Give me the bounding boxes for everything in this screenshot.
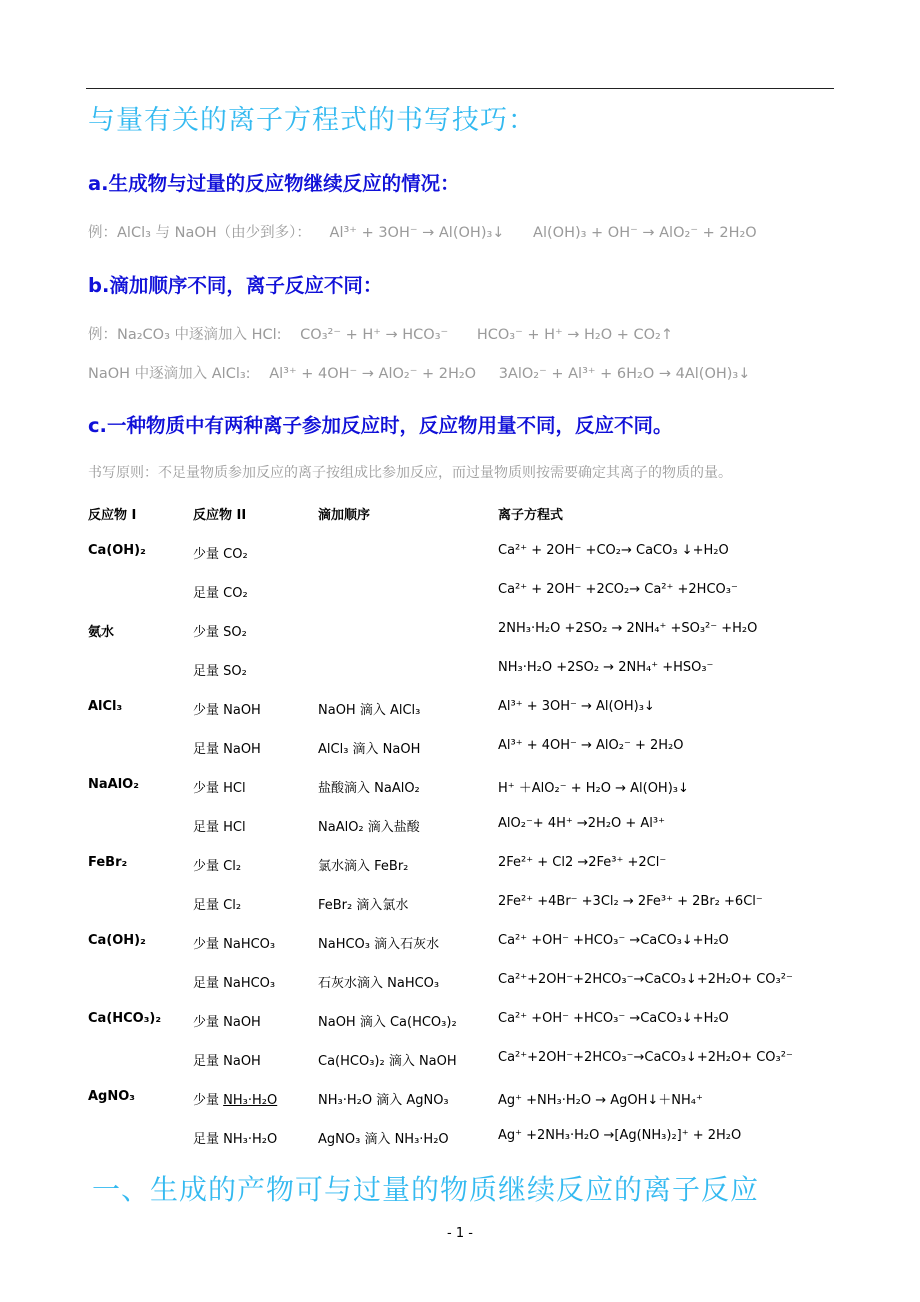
table-row (0, 972, 920, 992)
ionic-equation: Ca²⁺+2OH⁻+2HCO₃⁻→CaCO₃↓+2H₂O+ CO₃²⁻ (498, 972, 793, 987)
reactant-2: 足量 NaOH (193, 1054, 261, 1069)
addition-order: 氯水滴入 FeBr₂ (318, 859, 409, 874)
table-header-reactant-1: 反应物 I (88, 508, 137, 523)
section-b-example-2 (88, 362, 750, 383)
table-row (0, 1050, 920, 1070)
ionic-equation: Ca²⁺ + 2OH⁻ +2CO₂→ Ca²⁺ +2HCO₃⁻ (498, 582, 738, 597)
ionic-equation: Al³⁺ + 4OH⁻ → AlO₂⁻ + 2H₂O (498, 738, 684, 753)
table-header-equation: 离子方程式 (498, 508, 564, 523)
addition-order: NaAlO₂ 滴入盐酸 (318, 820, 420, 835)
reactant-2: 少量 NaOH (193, 703, 261, 718)
table-row (0, 543, 920, 563)
section-heading-1: 一、生成的产物可与过量的物质继续反应的离子反应 (92, 1173, 760, 1206)
table-row (0, 1011, 920, 1031)
reactant-2: 少量 HCl (193, 781, 246, 796)
equation: Al(OH)₃ + OH⁻ → AlO₂⁻ + 2H₂O (533, 225, 757, 241)
ionic-equation: H⁺ ＋AlO₂⁻ + H₂O → Al(OH)₃↓ (498, 781, 689, 796)
table-row (0, 816, 920, 836)
reactant-2: 足量 Cl₂ (193, 898, 242, 913)
ionic-equation: AlO₂⁻+ 4H⁺ →2H₂O + Al³⁺ (498, 816, 665, 831)
table-row (0, 699, 920, 719)
ionic-equation: Ca²⁺ +OH⁻ +HCO₃⁻ →CaCO₃↓+H₂O (498, 933, 729, 948)
reactant-1: Ca(HCO₃)₂ (88, 1011, 162, 1026)
ionic-equation: Al³⁺ + 3OH⁻ → Al(OH)₃↓ (498, 699, 655, 714)
top-rule (86, 88, 834, 89)
reactant-2: 少量 NaHCO₃ (193, 937, 276, 952)
section-b-heading: b.滴加顺序不同，离子反应不同： (88, 274, 383, 297)
ionic-equation: Ca²⁺+2OH⁻+2HCO₃⁻→CaCO₃↓+2H₂O+ CO₃²⁻ (498, 1050, 793, 1065)
table-row (0, 933, 920, 953)
addition-order: NaOH 滴入 Ca(HCO₃)₂ (318, 1015, 457, 1030)
reactant-1: FeBr₂ (88, 855, 128, 870)
page-number: - 1 - (447, 1226, 473, 1241)
reactant-1: AgNO₃ (88, 1089, 135, 1104)
ionic-equation: 2Fe²⁺ + Cl2 →2Fe³⁺ +2Cl⁻ (498, 855, 667, 870)
reactant-1: NaAlO₂ (88, 777, 139, 792)
reactant-1: Ca(OH)₂ (88, 933, 146, 948)
reactant-2: 足量 SO₂ (193, 664, 247, 679)
table-row (0, 660, 920, 680)
addition-order: AgNO₃ 滴入 NH₃·H₂O (318, 1132, 449, 1147)
reactant-2: 足量 NH₃·H₂O (193, 1132, 278, 1147)
table-row (0, 738, 920, 758)
addition-order: 石灰水滴入 NaHCO₃ (318, 976, 440, 991)
table-row (0, 1089, 920, 1109)
addition-order: AlCl₃ 滴入 NaOH (318, 742, 421, 757)
table-row (0, 894, 920, 914)
reactant-2-prefix: 少量 (193, 1093, 224, 1108)
reactant-2: 少量 Cl₂ (193, 859, 242, 874)
example-intro: 例：Na₂CO₃ 中逐滴加入 HCl: (88, 327, 282, 343)
example-intro: NaOH 中逐滴加入 AlCl₃: (88, 366, 251, 382)
ionic-equation: 2Fe²⁺ +4Br⁻ +3Cl₂ → 2Fe³⁺ + 2Br₂ +6Cl⁻ (498, 894, 763, 909)
addition-order: NaHCO₃ 滴入石灰水 (318, 937, 440, 952)
equation: CO₃²⁻ + H⁺ → HCO₃⁻ (300, 327, 449, 343)
ionic-equation: NH₃·H₂O +2SO₂ → 2NH₄⁺ +HSO₃⁻ (498, 660, 714, 675)
reactant-2: 少量 NaOH (193, 1015, 261, 1030)
addition-order: FeBr₂ 滴入氯水 (318, 898, 409, 913)
page-title: 与量有关的离子方程式的书写技巧： (88, 105, 536, 136)
ionic-equation: 2NH₃·H₂O +2SO₂ → 2NH₄⁺ +SO₃²⁻ +H₂O (498, 621, 758, 636)
ionic-equation: Ca²⁺ +OH⁻ +HCO₃⁻ →CaCO₃↓+H₂O (498, 1011, 729, 1026)
addition-order: NaOH 滴入 AlCl₃ (318, 703, 421, 718)
equation: 3AlO₂⁻ + Al³⁺ + 6H₂O → 4Al(OH)₃↓ (498, 366, 751, 382)
reactant-2: 足量 HCl (193, 820, 246, 835)
table-row (0, 855, 920, 875)
section-c-heading: c.一种物质中有两种离子参加反应时，反应物用量不同，反应不同。 (88, 414, 673, 437)
example-intro: 例：AlCl₃ 与 NaOH（由少到多）： (88, 225, 311, 241)
section-a-heading: a.生成物与过量的反应物继续反应的情况： (88, 172, 460, 195)
addition-order: 盐酸滴入 NaAlO₂ (318, 781, 420, 796)
table-row (0, 621, 920, 641)
reactant-1: 氨水 (88, 625, 115, 640)
reactant-2: 少量 CO₂ (193, 547, 248, 562)
table-header-reactant-2: 反应物 II (193, 508, 247, 523)
equation: HCO₃⁻ + H⁺ → H₂O + CO₂↑ (476, 327, 674, 343)
section-b-example-1 (88, 323, 673, 344)
reactant-1: AlCl₃ (88, 699, 123, 714)
equation: Al³⁺ + 3OH⁻ → Al(OH)₃↓ (329, 225, 505, 241)
table-row (0, 1128, 920, 1148)
writing-principle-note: 书写原则：不足量物质参加反应的离子按组成比参加反应，而过量物质则按需要确定其离子的物质的量。 (88, 465, 732, 481)
ionic-equation: Ca²⁺ + 2OH⁻ +CO₂→ CaCO₃ ↓+H₂O (498, 543, 729, 558)
table-row (0, 582, 920, 602)
equation: Al³⁺ + 4OH⁻ → AlO₂⁻ + 2H₂O (269, 366, 477, 382)
table-row (0, 777, 920, 797)
reactant-2-underlined: NH₃·H₂O (223, 1093, 278, 1108)
ionic-equation: Ag⁺ +NH₃·H₂O → AgOH↓＋NH₄⁺ (498, 1093, 703, 1108)
reactant-2: 少量 SO₂ (193, 625, 247, 640)
reactant-2 (193, 1089, 277, 1108)
addition-order: NH₃·H₂O 滴入 AgNO₃ (318, 1093, 449, 1108)
reactant-2: 足量 NaHCO₃ (193, 976, 276, 991)
ionic-equation: Ag⁺ +2NH₃·H₂O →[Ag(NH₃)₂]⁺ + 2H₂O (498, 1128, 742, 1143)
reactant-1: Ca(OH)₂ (88, 543, 146, 558)
addition-order: Ca(HCO₃)₂ 滴入 NaOH (318, 1054, 457, 1069)
section-a-example (88, 221, 757, 242)
reactant-2: 足量 NaOH (193, 742, 261, 757)
reactant-2: 足量 CO₂ (193, 586, 248, 601)
table-header-order: 滴加顺序 (318, 508, 371, 523)
